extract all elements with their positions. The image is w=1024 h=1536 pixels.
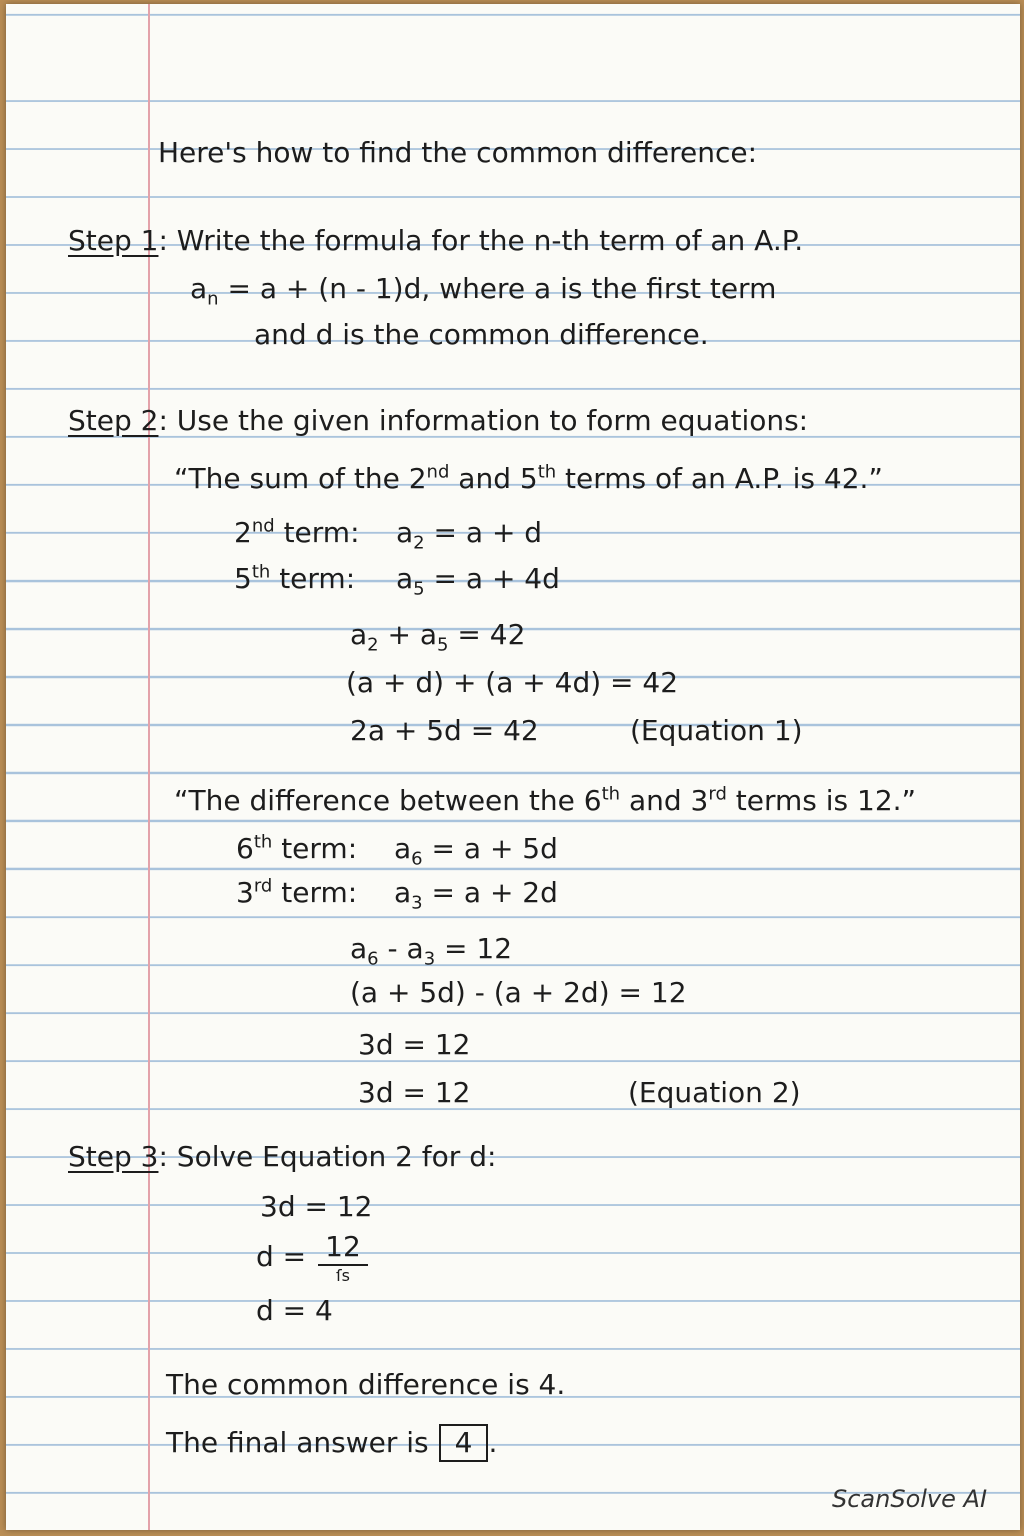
final-answer-period: . <box>488 1426 498 1459</box>
equation-1-tag: (Equation 1) <box>630 714 803 747</box>
intro-text: Here's how to find the common difference: <box>158 136 758 169</box>
step3-equation: 3d = 12 <box>260 1190 373 1223</box>
term3-expr: $a_3 = a + 2d$ <box>394 876 558 914</box>
equation-2: 3d = 12 <box>358 1076 471 1109</box>
step2-row <box>68 404 808 438</box>
equation-2-tag: (Equation 2) <box>628 1076 801 1109</box>
quote-difference: “The difference between the 6th and 3rd terms is 12.” <box>174 783 917 817</box>
step3-label: Step 3 <box>68 1140 159 1173</box>
notebook-paper <box>6 4 1020 1530</box>
difference-simplified: 3d = 12 <box>358 1028 471 1061</box>
step1-row <box>68 224 803 258</box>
step1-label: Step 1 <box>68 224 159 257</box>
sum-equation: $a_2 + a_5 = 42$ <box>350 618 526 656</box>
term5-expr: $a_5 = a + 4d$ <box>396 562 560 600</box>
sum-expanded: (a + d) + (a + 4d) = 42 <box>346 666 679 699</box>
final-answer-line <box>166 1424 497 1462</box>
term6-expr: $a_6 = a + 5d$ <box>394 832 558 870</box>
term3-line: 3rd term: <box>236 875 358 909</box>
final-answer-box: 4 <box>439 1424 489 1462</box>
term2-line: 2nd term: <box>234 515 360 549</box>
conclusion-text: The common difference is 4. <box>166 1368 566 1401</box>
equation-1: 2a + 5d = 42 <box>350 714 539 747</box>
term5-line: 5th term: <box>234 561 356 595</box>
nth-term-formula: $a_n = a + (n - 1)d$, where a is the first term <box>190 272 777 310</box>
fraction-denominator: ſs <box>336 1266 350 1285</box>
step2-text: : Use the given information to form equations: <box>158 404 809 437</box>
step3-text: : Solve Equation 2 for d: <box>158 1140 497 1173</box>
step3-row <box>68 1140 496 1174</box>
scansolve-signature: ScanSolve AI <box>832 1485 988 1513</box>
fraction-lhs: d = <box>256 1240 307 1273</box>
difference-expanded: (a + 5d) - (a + 2d) = 12 <box>350 976 687 1009</box>
step2-label: Step 2 <box>68 404 159 437</box>
final-answer-text: The final answer is <box>166 1426 429 1459</box>
term6-line: 6th term: <box>236 831 358 865</box>
difference-equation: $a_6 - a_3 = 12$ <box>350 932 513 970</box>
quote-sum: “The sum of the 2nd and 5th terms of an A.P. is 42.” <box>174 461 883 495</box>
fraction <box>318 1230 368 1286</box>
formula-explanation: and d is the common difference. <box>254 318 709 351</box>
step1-text: : Write the formula for the n-th term of an A.P. <box>158 224 804 257</box>
fraction-numerator: 12 <box>318 1230 368 1266</box>
term2-expr: $a_2 = a + d$ <box>396 516 543 554</box>
d-result: d = 4 <box>256 1294 333 1327</box>
